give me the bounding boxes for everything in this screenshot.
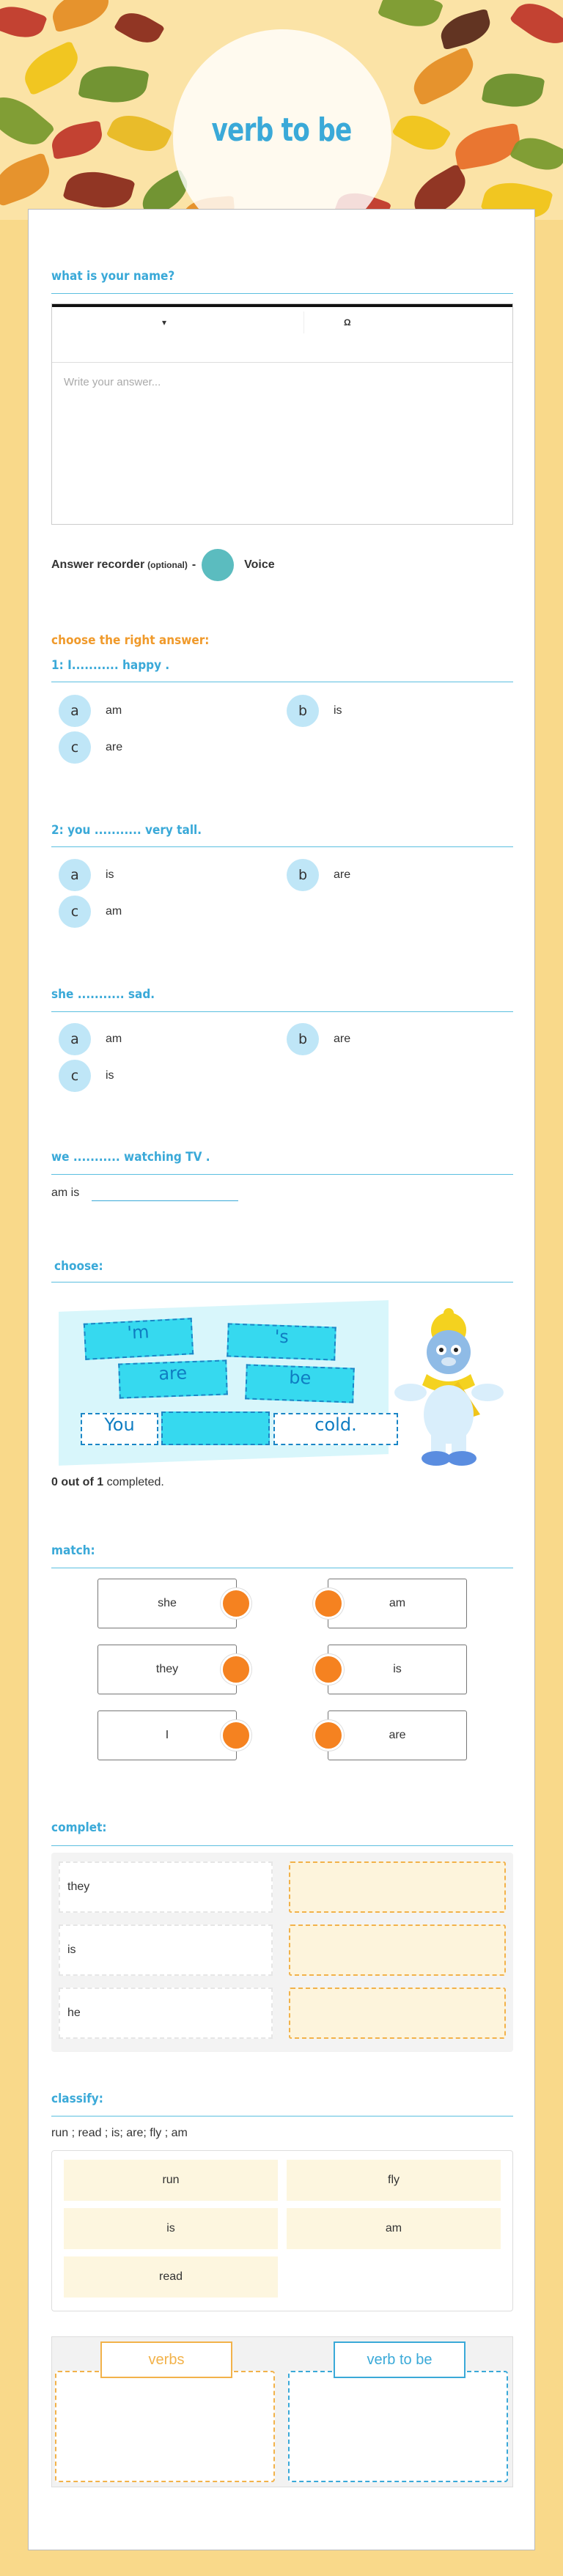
category-label: verb to be: [334, 2341, 466, 2378]
word-choice[interactable]: 's: [227, 1323, 336, 1360]
word-drag-image: [51, 1296, 513, 1479]
option-c[interactable]: [59, 731, 122, 764]
match-right-item[interactable]: is: [328, 1645, 467, 1694]
choose-right-title: choose the right answer:: [51, 633, 210, 648]
match-right-item[interactable]: am: [328, 1579, 467, 1628]
option-text: am: [106, 704, 122, 717]
question-1-title: 1: I........... happy .: [51, 658, 170, 673]
match-right-item[interactable]: are: [328, 1710, 467, 1760]
match-connector-dot[interactable]: [221, 1720, 251, 1751]
classify-items-area: [51, 2150, 513, 2311]
option-c[interactable]: [59, 1060, 114, 1092]
recorder-voice: Voice: [244, 558, 275, 571]
name-question-title: what is your name?: [51, 269, 175, 284]
draggable-item[interactable]: they: [59, 1861, 273, 1913]
option-text: is: [106, 868, 114, 881]
answer-drop-slot[interactable]: [161, 1411, 270, 1445]
option-letter: b: [287, 859, 319, 891]
word-choice[interactable]: are: [118, 1359, 228, 1398]
option-b[interactable]: [287, 859, 350, 891]
toolbar-separator: [303, 311, 304, 333]
draggable-item[interactable]: he: [59, 1988, 273, 2039]
match-connector-dot[interactable]: [221, 1588, 251, 1619]
recorder-optional: (optional): [147, 560, 188, 570]
match-left-item[interactable]: they: [97, 1645, 237, 1694]
option-letter: c: [59, 896, 91, 928]
match-left-item[interactable]: I: [97, 1710, 237, 1760]
category-label: verbs: [100, 2341, 232, 2378]
bear-illustration: [389, 1304, 506, 1469]
fill-question-title: we ........... watching TV .: [51, 1150, 210, 1165]
classify-item[interactable]: read: [64, 2256, 278, 2298]
classify-item[interactable]: am: [287, 2208, 501, 2249]
category-drop-zone[interactable]: [288, 2371, 508, 2482]
option-letter: a: [59, 1023, 91, 1055]
drop-zone[interactable]: [289, 1861, 506, 1913]
divider: [51, 846, 513, 847]
option-text: am: [106, 905, 122, 918]
option-text: are: [334, 1033, 351, 1045]
complet-area: [51, 1853, 513, 2052]
option-a[interactable]: [59, 695, 122, 727]
special-char-icon[interactable]: Ω: [344, 317, 351, 328]
option-text: is: [106, 1069, 114, 1082]
recorder-dash: -: [191, 558, 196, 571]
option-text: are: [106, 741, 123, 753]
completion-suffix: completed.: [106, 1476, 164, 1488]
option-letter: a: [59, 695, 91, 727]
classify-item[interactable]: fly: [287, 2160, 501, 2201]
match-connector-dot[interactable]: [221, 1654, 251, 1685]
completion-status: [51, 1476, 164, 1489]
question-3-title: she ........... sad.: [51, 987, 155, 1002]
sentence-word: You: [81, 1413, 158, 1445]
answer-editor[interactable]: [51, 303, 513, 525]
answer-placeholder[interactable]: Write your answer...: [64, 376, 161, 388]
drop-zone[interactable]: [289, 1924, 506, 1976]
header-banner: [0, 0, 563, 220]
option-c[interactable]: [59, 896, 122, 928]
record-button[interactable]: [202, 549, 234, 581]
match-title: match:: [51, 1543, 95, 1558]
complet-title: complet:: [51, 1820, 107, 1835]
option-b[interactable]: [287, 1023, 350, 1055]
option-b[interactable]: [287, 695, 342, 727]
option-letter: c: [59, 731, 91, 764]
divider: [51, 1282, 513, 1283]
classify-instructions: run ; read ; is; are; fly ; am: [51, 2127, 188, 2139]
choose-title: choose:: [54, 1259, 103, 1274]
option-letter: b: [287, 695, 319, 727]
recorder-label: Answer recorder: [51, 558, 145, 571]
option-text: are: [334, 868, 351, 881]
divider: [51, 1011, 513, 1012]
editor-toolbar: [52, 307, 512, 363]
match-connector-dot[interactable]: [313, 1588, 344, 1619]
classify-title: classify:: [51, 2092, 103, 2106]
draggable-item[interactable]: is: [59, 1924, 273, 1976]
option-text: am: [106, 1033, 122, 1045]
category-drop-zone[interactable]: [55, 2371, 275, 2482]
classify-categories-area: [51, 2336, 513, 2487]
fill-blank-input[interactable]: [92, 1200, 238, 1201]
word-choice[interactable]: be: [245, 1364, 355, 1403]
dropdown-icon[interactable]: ▾: [162, 317, 167, 328]
option-letter: c: [59, 1060, 91, 1092]
match-left-item[interactable]: she: [97, 1579, 237, 1628]
classify-item[interactable]: run: [64, 2160, 278, 2201]
match-connector-dot[interactable]: [313, 1720, 344, 1751]
question-2-title: 2: you ........... very tall.: [51, 823, 202, 838]
option-letter: b: [287, 1023, 319, 1055]
sentence-word: cold.: [273, 1413, 398, 1445]
divider: [51, 1174, 513, 1175]
option-a[interactable]: [59, 859, 114, 891]
divider: [51, 1845, 513, 1846]
fill-options-text: am is: [51, 1186, 80, 1199]
match-connector-dot[interactable]: [313, 1654, 344, 1685]
answer-recorder: [51, 548, 275, 582]
completion-count: 0 out of 1: [51, 1476, 104, 1488]
classify-item[interactable]: is: [64, 2208, 278, 2249]
option-text: is: [334, 704, 342, 717]
page-title: verb to be: [211, 111, 352, 149]
option-letter: a: [59, 859, 91, 891]
worksheet-card: [28, 209, 535, 2550]
divider: [51, 293, 513, 294]
drop-zone[interactable]: [289, 1988, 506, 2039]
word-choice[interactable]: 'm: [84, 1318, 194, 1360]
option-a[interactable]: [59, 1023, 122, 1055]
